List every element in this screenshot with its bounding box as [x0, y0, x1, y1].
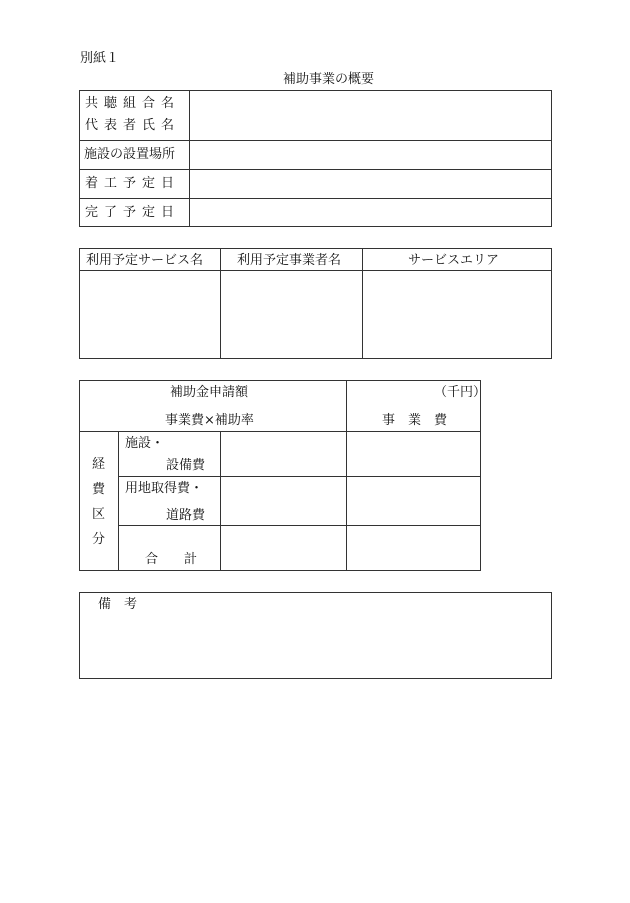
land-road-label-1: 用地取得費・ — [125, 481, 204, 496]
facility-location-label: 施設の設置場所 — [84, 147, 176, 162]
facility-location-field[interactable] — [190, 141, 551, 169]
facility-cost-field[interactable] — [347, 432, 480, 476]
facility-equipment-label-2: 設備費 — [166, 458, 206, 473]
provider-name-header: 利用予定事業者名 — [237, 253, 342, 268]
attachment-label: 別紙１ — [80, 51, 120, 66]
remarks-label: 備 考 — [98, 597, 138, 612]
land-subsidy-field[interactable] — [221, 477, 346, 525]
service-area-header: サービスエリア — [408, 253, 500, 268]
remarks-field[interactable] — [80, 616, 551, 678]
project-cost-header: 事 業 費 — [382, 413, 448, 428]
total-label: 合 計 — [145, 552, 198, 567]
unit-label: （千円） — [434, 385, 487, 400]
category-char: 費 — [92, 482, 106, 497]
start-date-field[interactable] — [190, 170, 551, 198]
land-road-label-2: 道路費 — [166, 508, 206, 523]
union-representative-field[interactable] — [190, 91, 551, 140]
start-date-label: 着工予定日 — [85, 176, 181, 191]
total-cost-field[interactable] — [347, 526, 480, 570]
subsidy-col-line — [118, 431, 119, 571]
page-title: 補助事業の概要 — [283, 72, 375, 87]
category-char: 区 — [92, 507, 106, 522]
subsidy-amount-header: 補助金申請額 — [170, 385, 249, 400]
provider-name-field[interactable] — [221, 271, 362, 358]
total-subsidy-field[interactable] — [221, 526, 346, 570]
facility-equipment-label-1: 施設・ — [125, 436, 165, 451]
completion-date-label: 完了予定日 — [85, 205, 181, 220]
subsidy-formula-header: 事業費×補助率 — [165, 413, 254, 428]
land-cost-field[interactable] — [347, 477, 480, 525]
category-char: 経 — [92, 457, 106, 472]
union-name-label: 共聴組合名 — [85, 96, 181, 111]
service-name-field[interactable] — [80, 271, 220, 358]
service-area-field[interactable] — [363, 271, 551, 358]
representative-name-label: 代表者氏名 — [85, 118, 181, 133]
facility-subsidy-field[interactable] — [221, 432, 346, 476]
category-char: 分 — [92, 532, 106, 547]
completion-date-field[interactable] — [190, 199, 551, 226]
service-name-header: 利用予定サービス名 — [86, 253, 204, 268]
